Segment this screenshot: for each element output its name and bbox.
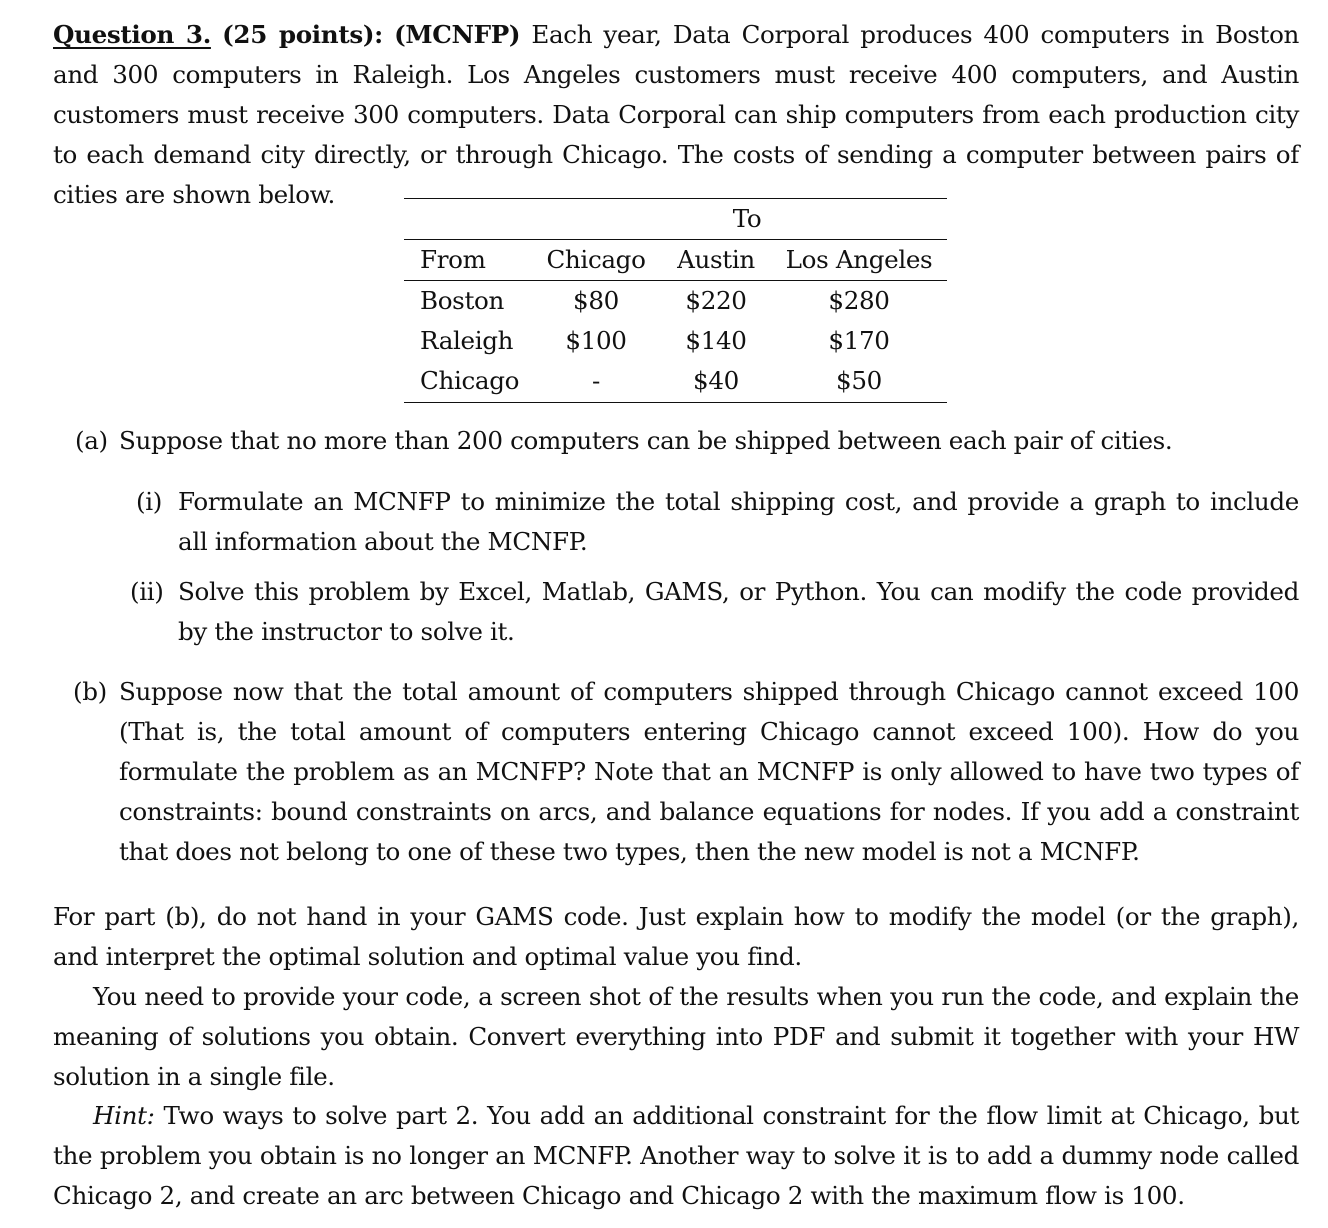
table-cell: $140	[685, 326, 747, 355]
table-cell: Chicago	[420, 366, 520, 395]
table-cell: $220	[685, 286, 747, 315]
part-b-note: For part (b), do not hand in your GAMS code. Just explain how to modify the model (or the graph), and interpret the optimal solution and optimal value you find.	[53, 902, 1299, 971]
table-cell: $80	[573, 286, 619, 315]
question-tag: (MCNFP)	[394, 20, 521, 49]
question-label: Question 3.	[53, 20, 211, 49]
hint-label: Hint:	[93, 1101, 155, 1130]
hint-text: Two ways to solve part 2. You add an additional constraint for the flow limit at Chicago, but the problem you obtain is no longer an MCNFP. Another way to solve it is to add a dummy node called Chicago 2, and create an arc between Chicago and Chicago 2 with the maximum flow is 100.	[53, 1101, 1299, 1210]
table-col-header: Los Angeles	[785, 245, 933, 274]
part-b-label: (b)	[73, 677, 107, 706]
table-col-header: Austin	[677, 245, 755, 274]
hint-paragraph	[53, 1096, 1299, 1216]
part-b-text: Suppose now that the total amount of computers shipped through Chicago cannot exceed 100 (That is, the total amount of computers entering Chicago cannot exceed 100). How do you formulate the problem as an MCNFP? Note that an MCNFP is only allowed to have two types of constraints: bound constraints on arcs, and balance equations for nodes. If you add a constraint that does not belong to one of these two types, then the new model is not a MCNFP.	[119, 677, 1299, 866]
table-cell: $40	[693, 366, 739, 395]
table-cell: -	[592, 366, 600, 395]
table-bottom-rule	[404, 402, 947, 403]
table-group-header: To	[732, 204, 762, 233]
table-cell: $50	[836, 366, 882, 395]
question-points: (25 points):	[222, 20, 383, 49]
question-intro	[53, 15, 1299, 215]
table-cell: $100	[565, 326, 627, 355]
table-cell: Raleigh	[420, 326, 514, 355]
item-label: (i)	[136, 487, 163, 516]
part-a-label: (a)	[75, 426, 108, 455]
part-a-text: Suppose that no more than 200 computers can be shipped between each pair of cities.	[119, 426, 1173, 455]
table-col-header: From	[420, 245, 486, 274]
submission-instructions: You need to provide your code, a screen shot of the results when you run the code, and explain the meaning of solutions you obtain. Convert everything into PDF and submit it together with your HW solution in a single file.	[53, 982, 1299, 1091]
item-label: (ii)	[130, 577, 164, 606]
table-col-header: Chicago	[546, 245, 646, 274]
table-cell: Boston	[420, 286, 504, 315]
question-intro-text: Each year, Data Corporal produces 400 computers in Boston and 300 computers in Raleigh. Los Angeles customers must receive 400 computers, and Austin customers must receive 300 computers. Data Corporal can ship computers from each production city to each demand city directly, or through Chicago. The costs of sending a computer between pairs of cities are shown below.	[53, 20, 1300, 209]
item-text: Solve this problem by Excel, Matlab, GAMS, or Python. You can modify the code provided by the instructor to solve it.	[178, 577, 1299, 646]
table-cell: $280	[828, 286, 890, 315]
table-cell: $170	[828, 326, 890, 355]
item-text: Formulate an MCNFP to minimize the total shipping cost, and provide a graph to include all information about the MCNFP.	[178, 487, 1299, 556]
